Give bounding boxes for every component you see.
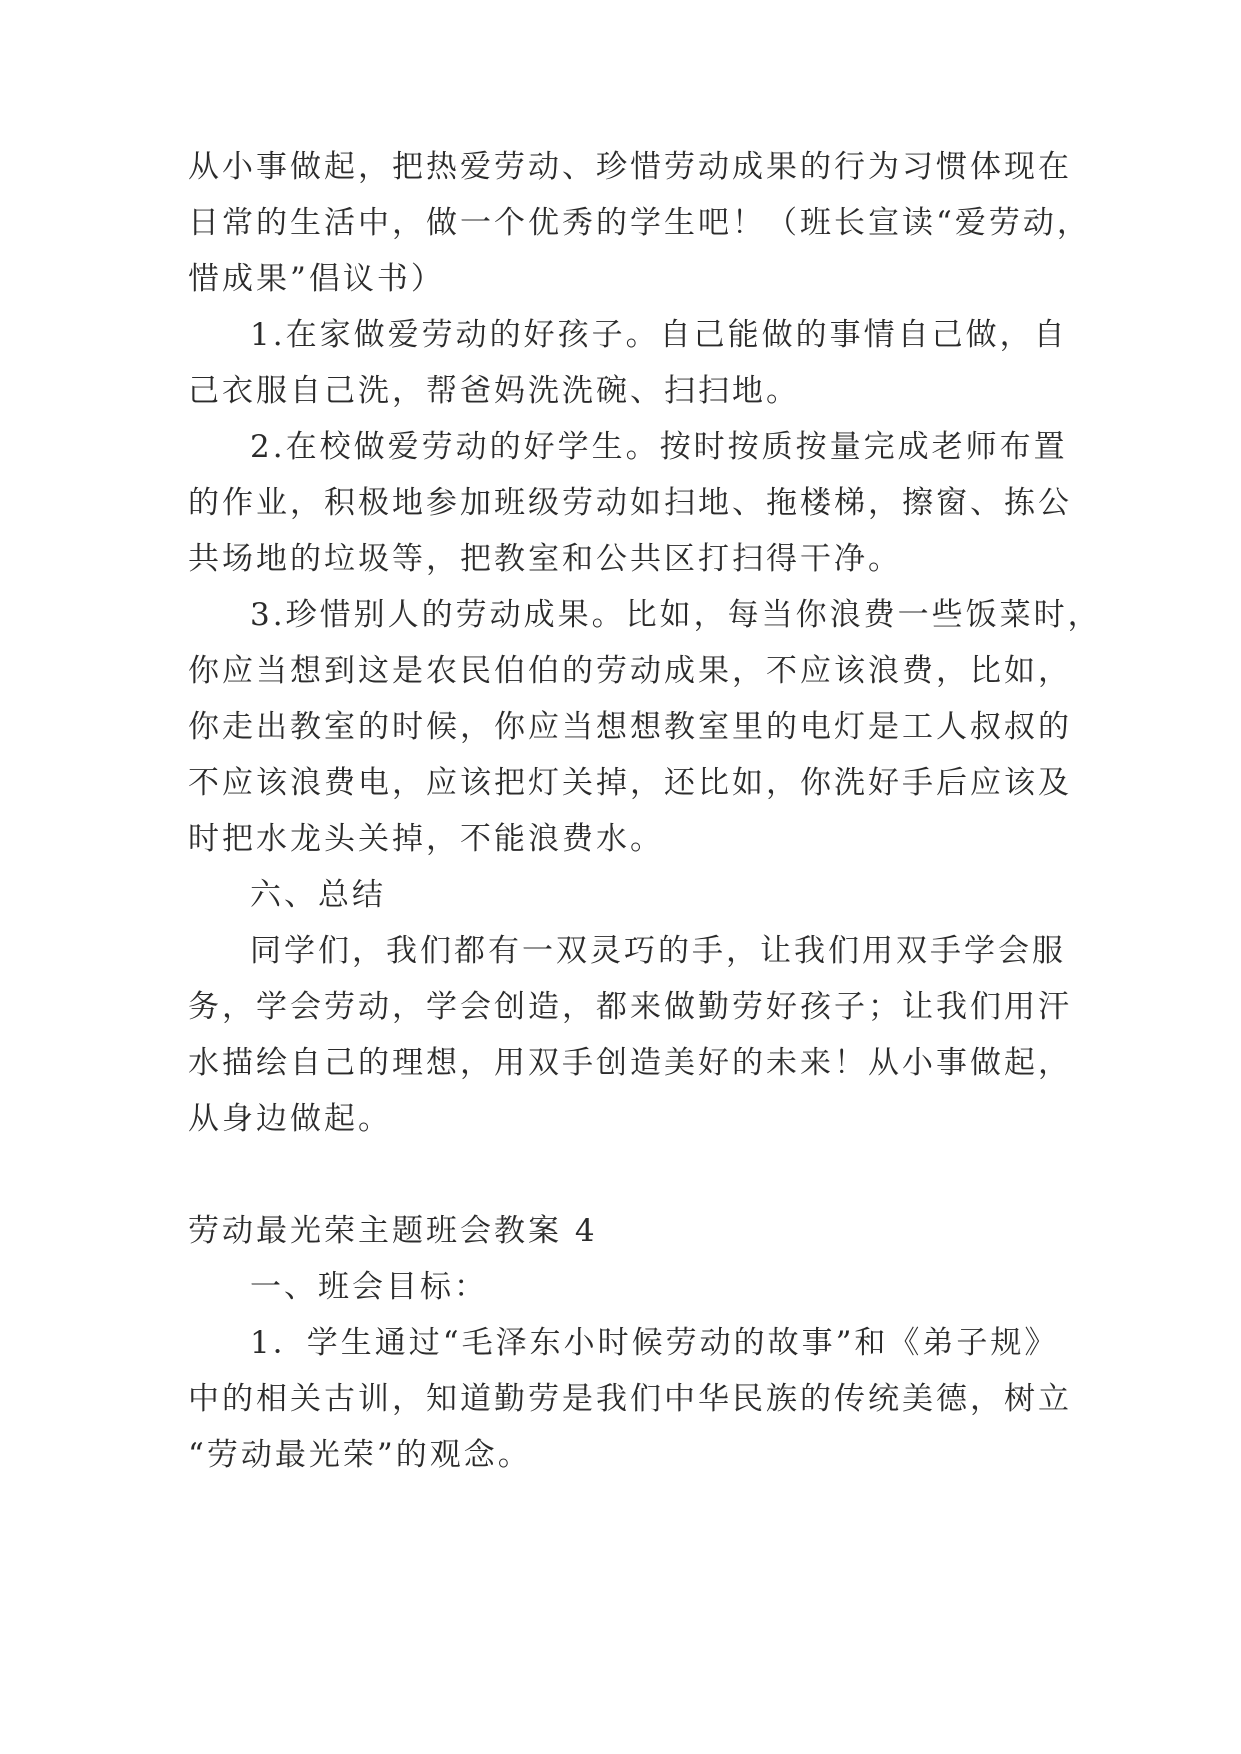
text-line: 从小事做起，把热爱劳动、珍惜劳动成果的行为习惯体现在 bbox=[188, 149, 1072, 185]
text-line: 你应当想到这是农民伯伯的劳动成果，不应该浪费，比如， bbox=[188, 653, 1072, 689]
text-line: 日常的生活中，做一个优秀的学生吧！（班长宣读“爱劳动， bbox=[188, 205, 1091, 241]
text-line: “劳动最光荣”的观念。 bbox=[188, 1437, 532, 1473]
section-heading-summary: 六、总结 bbox=[250, 877, 386, 913]
text-line: 不应该浪费电，应该把灯关掉，还比如，你洗好手后应该及 bbox=[188, 765, 1072, 801]
lesson-plan-title: 劳动最光荣主题班会教案 4 bbox=[188, 1213, 598, 1249]
summary-paragraph: 同学们，我们都有一双灵巧的手，让我们用双手学会服 bbox=[250, 933, 1066, 969]
section-heading-goals: 一、班会目标： bbox=[250, 1269, 488, 1305]
text-line: 中的相关古训，知道勤劳是我们中华民族的传统美德，树立 bbox=[188, 1381, 1072, 1417]
text-line: 共场地的垃圾等，把教室和公共区打扫得干净。 bbox=[188, 541, 902, 577]
text-line: 你走出教室的时候，你应当想想教室里的电灯是工人叔叔的 bbox=[188, 709, 1072, 745]
text-line: 惜成果”倡议书） bbox=[188, 261, 445, 297]
list-item-2: 2.在校做爱劳动的好学生。按时按质按量完成老师布置 bbox=[250, 429, 1068, 465]
text-line: 从身边做起。 bbox=[188, 1101, 392, 1137]
list-item-1: 1.在家做爱劳动的好孩子。自己能做的事情自己做，自 bbox=[250, 317, 1068, 353]
text-line: 水描绘自己的理想，用双手创造美好的未来！从小事做起， bbox=[188, 1045, 1072, 1081]
text-line: 的作业，积极地参加班级劳动如扫地、拖楼梯，擦窗、拣公 bbox=[188, 485, 1072, 521]
text-line: 务，学会劳动，学会创造，都来做勤劳好孩子；让我们用汗 bbox=[188, 989, 1072, 1025]
list-item-3: 3.珍惜别人的劳动成果。比如，每当你浪费一些饭菜时， bbox=[250, 597, 1102, 633]
goal-item-1: 1．学生通过“毛泽东小时候劳动的故事”和《弟子规》 bbox=[250, 1325, 1059, 1361]
text-line: 己衣服自己洗，帮爸妈洗洗碗、扫扫地。 bbox=[188, 373, 800, 409]
text-line: 时把水龙头关掉，不能浪费水。 bbox=[188, 821, 664, 857]
